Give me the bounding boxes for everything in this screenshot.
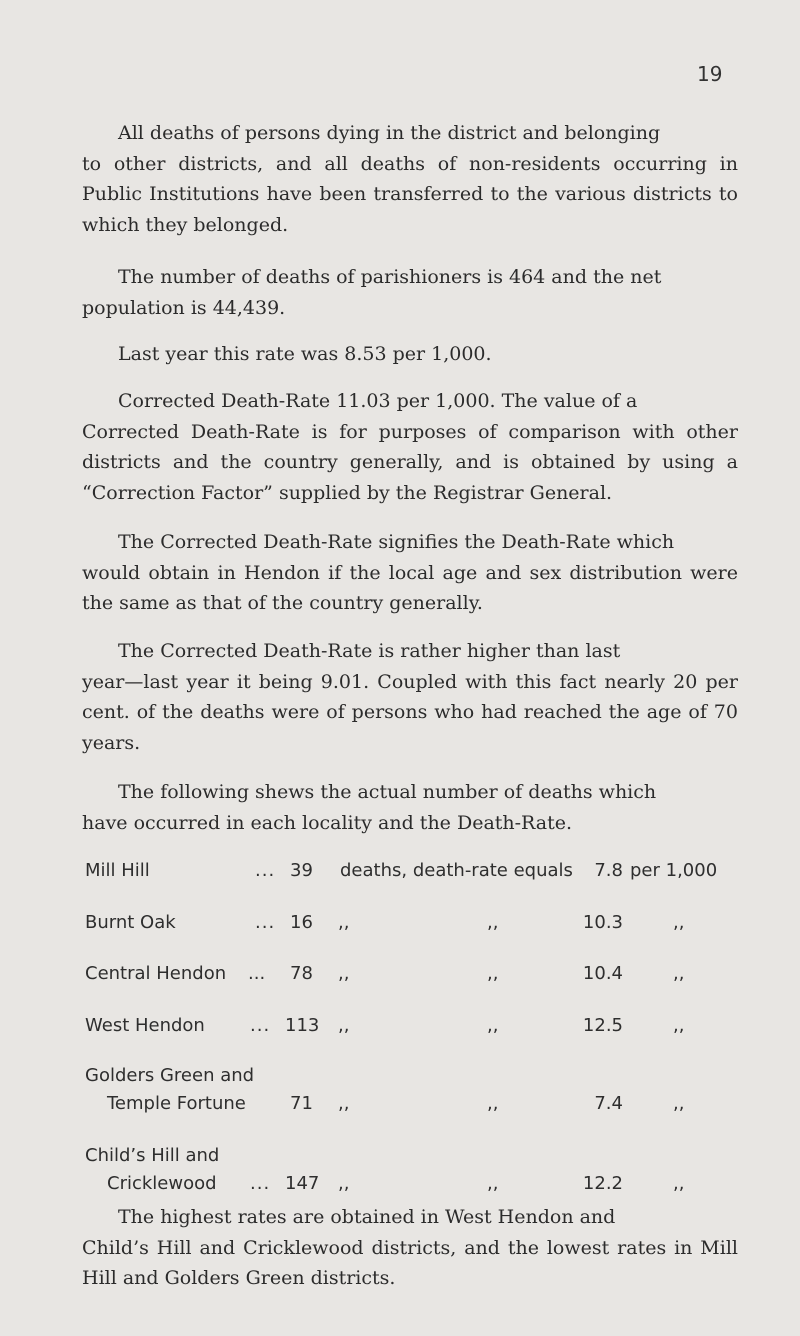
ditto-mark: ,, [673,1093,685,1114]
leader-dots: ... [255,912,276,933]
death-rate: 12.2 [582,1173,623,1194]
ditto-mark: ,, [487,912,499,933]
paragraph-transfers [82,118,738,240]
ditto-mark: ,, [487,1093,499,1114]
leader-dots: ... [255,860,276,881]
death-rate: 7.4 [594,1093,623,1114]
deaths-count: 113 [285,1015,320,1036]
ditto-mark: ,, [338,1173,350,1194]
paragraph-first-line: The highest rates are obtained in West Hendon and [118,1206,616,1228]
header-suffix: per 1,000 [630,860,718,881]
ditto-mark: ,, [673,963,685,984]
paragraph-first-line: Corrected Death-Rate 11.03 per 1,000. The value of a [118,390,638,412]
paragraph-comparison [82,636,738,758]
leader-dots: ... [250,1173,271,1194]
paragraph-net-population [82,262,738,323]
locality-name: Golders Green and [85,1065,255,1086]
locality-name: Central Hendon [85,963,227,984]
locality-name: West Hendon [85,1015,205,1036]
locality-name: Child’s Hill and [85,1145,220,1166]
page-number: 19 [697,62,723,86]
paragraph-closing [82,1202,738,1294]
locality-name: Burnt Oak [85,912,176,933]
paragraph-body: would obtain in Hendon if the local age and sex distribution were the same as that of the country generally. [82,561,738,614]
ditto-mark: ,, [673,912,685,933]
death-rate: 10.4 [582,963,623,984]
leader-dots: ... [248,963,266,984]
table-row [85,1062,745,1122]
paragraph-first-line: All deaths of persons dying in the district and belonging [118,122,661,144]
table-row [85,1142,745,1202]
paragraph-table-intro [82,777,738,838]
table-row [85,857,745,887]
paragraph-body: year—last year it being 9.01. Coupled with this fact nearly 20 per cent. of the deaths were of persons who had reached the age of 70 years. [82,670,738,754]
death-rate: 10.3 [582,912,623,933]
table-row [85,909,745,939]
locality-name-continued: Cricklewood [107,1173,217,1194]
deaths-count: 71 [290,1093,313,1114]
ditto-mark: ,, [338,912,350,933]
paragraph-first-line: The Corrected Death-Rate is rather higher than last [118,640,621,662]
table-row [85,960,745,990]
ditto-mark: ,, [673,1015,685,1036]
paragraph-body: Child’s Hill and Cricklewood districts, and the lowest rates in Mill Hill and Golders Green districts. [82,1236,738,1289]
ditto-mark: ,, [487,1173,499,1194]
paragraph-first-line: The Corrected Death-Rate signifies the Death-Rate which [118,531,675,553]
ditto-mark: ,, [673,1173,685,1194]
paragraph-body: have occurred in each locality and the Death-Rate. [82,811,573,834]
table-row [85,1012,745,1042]
deaths-count: 78 [290,963,313,984]
deaths-count: 39 [290,860,313,881]
paragraph-corrected-rate-meaning [82,527,738,619]
ditto-mark: ,, [338,1015,350,1036]
header-phrase: deaths, death-rate equals [340,860,573,881]
paragraph-body: to other districts, and all deaths of non-residents occurring in Public Institutions have been transferred to the various districts to which they belonged. [82,152,738,236]
ditto-mark: ,, [338,963,350,984]
ditto-mark: ,, [487,963,499,984]
death-rate: 12.5 [582,1015,623,1036]
paragraph-last-year-rate [82,339,738,370]
paragraph-first-line: The number of deaths of parishioners is 464 and the net [118,266,662,288]
paragraph-body: population is 44,439. [82,296,286,319]
locality-name: Mill Hill [85,860,150,881]
locality-name-continued: Temple Fortune [107,1093,246,1114]
paragraph-corrected-rate [82,386,738,508]
ditto-mark: ,, [487,1015,499,1036]
death-rate: 7.8 [594,860,623,881]
deaths-count: 16 [290,912,313,933]
paragraph-first-line: Last year this rate was 8.53 per 1,000. [118,343,492,365]
leader-dots: ... [250,1015,271,1036]
deaths-count: 147 [285,1173,320,1194]
paragraph-first-line: The following shews the actual number of deaths which [118,781,657,803]
paragraph-body: Corrected Death-Rate is for purposes of comparison with other districts and the country generally, and is obtained by using a “Correction Factor” supplied by the Registrar General. [82,420,738,504]
ditto-mark: ,, [338,1093,350,1114]
